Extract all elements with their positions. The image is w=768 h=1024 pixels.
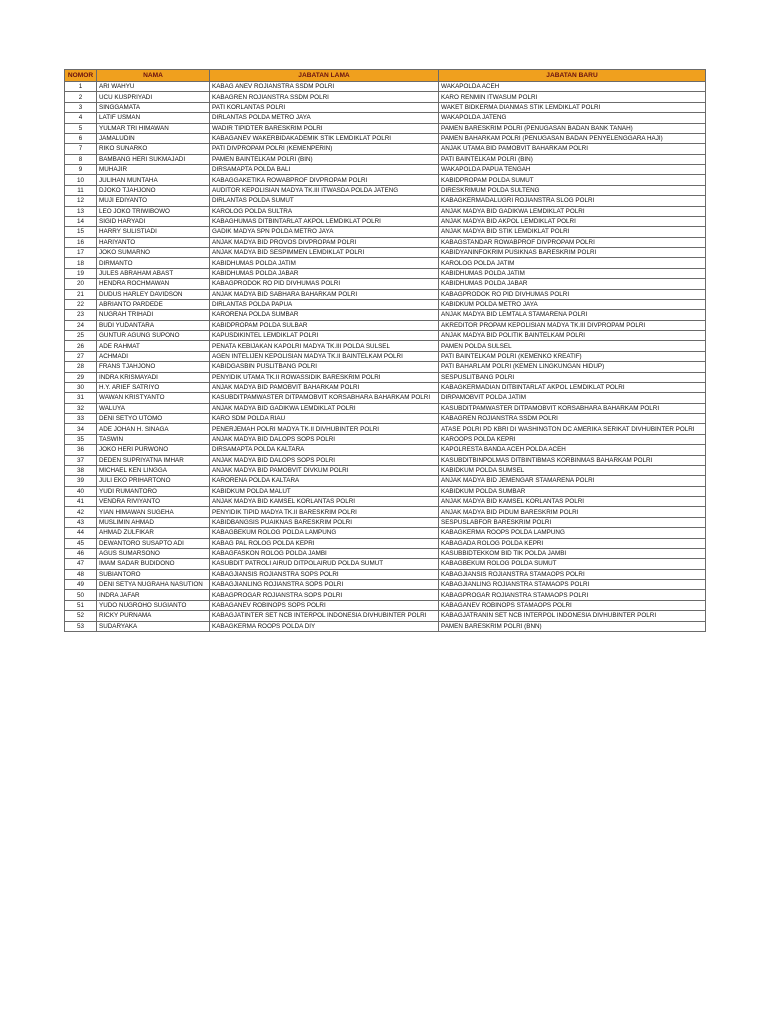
cell-nama: WALUYA: [97, 403, 210, 413]
table-row: [65, 341, 706, 351]
table-row: [65, 476, 706, 486]
cell-jabatan-baru: DIRESKRIMUM POLDA SULTENG: [439, 185, 706, 195]
table-row: [65, 580, 706, 590]
cell-nama: IMAM SADAR BUDIDONO: [97, 559, 210, 569]
cell-jabatan-lama: KARORENA POLDA KALTARA: [210, 476, 439, 486]
cell-nomor: 8: [65, 154, 97, 164]
cell-nomor: 24: [65, 320, 97, 330]
cell-jabatan-baru: KABAGPRODOK RO PID DIVHUMAS POLRI: [439, 289, 706, 299]
cell-nama: DENI SETYO UTOMO: [97, 414, 210, 424]
cell-nama: SUDARYAKA: [97, 621, 210, 631]
table-row: [65, 227, 706, 237]
cell-jabatan-lama: PATI KORLANTAS POLRI: [210, 102, 439, 112]
cell-nomor: 3: [65, 102, 97, 112]
cell-jabatan-baru: KABAGKERMADALUGRI ROJIANSTRA SLOG POLRI: [439, 196, 706, 206]
table-row: [65, 92, 706, 102]
cell-nomor: 48: [65, 569, 97, 579]
table-row: [65, 320, 706, 330]
cell-jabatan-lama: DIRLANTAS POLDA PAPUA: [210, 299, 439, 309]
cell-jabatan-lama: AUDITOR KEPOLISIAN MADYA TK.III ITWASDA POLDA JATENG: [210, 185, 439, 195]
cell-nama: DUDUS HARLEY DAVIDSON: [97, 289, 210, 299]
cell-nama: MICHAEL KEN LINGGA: [97, 465, 210, 475]
cell-jabatan-lama: KABAGPRODOK RO PID DIVHUMAS POLRI: [210, 279, 439, 289]
table-row: [65, 434, 706, 444]
cell-nama: NUGRAH TRIHADI: [97, 310, 210, 320]
cell-jabatan-lama: ANJAK MADYA BID PROVOS DIVPROPAM POLRI: [210, 237, 439, 247]
cell-nama: YULMAR TRI HIMAWAN: [97, 123, 210, 133]
cell-nomor: 30: [65, 382, 97, 392]
cell-jabatan-lama: KASUBDIT PATROLI AIRUD DITPOLAIRUD POLDA SUMUT: [210, 559, 439, 569]
cell-nama: INDRA JAFAR: [97, 590, 210, 600]
cell-nama: HARRY SULISTIADI: [97, 227, 210, 237]
cell-nama: MUSLIMIN AHMAD: [97, 517, 210, 527]
cell-nama: INDRA KRISMAYADI: [97, 372, 210, 382]
cell-nomor: 19: [65, 268, 97, 278]
table-row: [65, 590, 706, 600]
cell-nama: DJOKO TJAHJONO: [97, 185, 210, 195]
cell-jabatan-lama: KAPUSDIKINTEL LEMDIKLAT POLRI: [210, 331, 439, 341]
cell-jabatan-lama: PATI DIVPROPAM POLRI (KEMENPERIN): [210, 144, 439, 154]
cell-jabatan-lama: KAROLOG POLDA SULTRA: [210, 206, 439, 216]
table-row: [65, 393, 706, 403]
cell-nomor: 27: [65, 351, 97, 361]
cell-jabatan-lama: KABAGHUMAS DITBINTARLAT AKPOL LEMDIKLAT POLRI: [210, 216, 439, 226]
cell-nama: DIRMANTO: [97, 258, 210, 268]
cell-jabatan-lama: KABAG PAL ROLOG POLDA KEPRI: [210, 538, 439, 548]
cell-jabatan-lama: ANJAK MADYA BID DALOPS SOPS POLRI: [210, 455, 439, 465]
header-nomor: NOMOR: [65, 70, 97, 82]
cell-jabatan-lama: KABAGREN ROJIANSTRA SSDM POLRI: [210, 92, 439, 102]
cell-jabatan-baru: SESPUSLABFOR BARESKRIM POLRI: [439, 517, 706, 527]
table-row: [65, 548, 706, 558]
cell-jabatan-lama: AGEN INTELIJEN KEPOLISIAN MADYA TK.II BAINTELKAM POLRI: [210, 351, 439, 361]
cell-jabatan-lama: ANJAK MADYA BID SESPIMMEN LEMDIKLAT POLRI: [210, 248, 439, 258]
table-row: [65, 528, 706, 538]
cell-nomor: 37: [65, 455, 97, 465]
table-row: [65, 206, 706, 216]
cell-nomor: 20: [65, 279, 97, 289]
table-row: [65, 154, 706, 164]
table-row: [65, 445, 706, 455]
cell-nama: UCU KUSPRIYADI: [97, 92, 210, 102]
cell-nama: JOKO HERI PURWONO: [97, 445, 210, 455]
spreadsheet: [64, 69, 705, 632]
cell-nomor: 44: [65, 528, 97, 538]
cell-nama: BAMBANG HERI SUKMAJADI: [97, 154, 210, 164]
cell-nomor: 34: [65, 424, 97, 434]
cell-nama: AGUS SUMARSONO: [97, 548, 210, 558]
cell-nomor: 33: [65, 414, 97, 424]
cell-jabatan-lama: ANJAK MADYA BID GADIKWA LEMDIKLAT POLRI: [210, 403, 439, 413]
cell-nama: DEDEN SUPRIYATNA IMHAR: [97, 455, 210, 465]
table-row: [65, 133, 706, 143]
table-row: [65, 279, 706, 289]
cell-jabatan-baru: PAMEN POLDA SULSEL: [439, 341, 706, 351]
table-row: [65, 611, 706, 621]
cell-jabatan-baru: KABAGKERMADIAN DITBINTARLAT AKPOL LEMDIKLAT POLRI: [439, 382, 706, 392]
cell-jabatan-baru: ANJAK MADYA BID STIK LEMDIKLAT POLRI: [439, 227, 706, 237]
cell-jabatan-lama: DIRSAMAPTA POLDA KALTARA: [210, 445, 439, 455]
cell-jabatan-lama: KASUBDITPAMWASTER DITPAMOBVIT KORSABHARA BAHARKAM POLRI: [210, 393, 439, 403]
cell-nama: JULES ABRAHAM ABAST: [97, 268, 210, 278]
table-row: [65, 82, 706, 92]
cell-nomor: 1: [65, 82, 97, 92]
table-row: [65, 414, 706, 424]
cell-nama: ADE JOHAN H. SINAGA: [97, 424, 210, 434]
cell-jabatan-lama: KABIDBANGSIS PUAIKNAS BARESKRIM POLRI: [210, 517, 439, 527]
cell-jabatan-lama: PENERJEMAH POLRI MADYA TK.II DIVHUBINTER POLRI: [210, 424, 439, 434]
cell-jabatan-baru: KABIDKUM POLDA SUMBAR: [439, 486, 706, 496]
cell-nomor: 11: [65, 185, 97, 195]
cell-nama: ABRIANTO PARDEDE: [97, 299, 210, 309]
cell-jabatan-lama: PENYIDIK UTAMA TK.II ROWASSIDIK BARESKRIM POLRI: [210, 372, 439, 382]
cell-jabatan-baru: KABIDHUMAS POLDA JABAR: [439, 279, 706, 289]
cell-nomor: 31: [65, 393, 97, 403]
cell-nomor: 52: [65, 611, 97, 621]
table-row: [65, 455, 706, 465]
cell-nomor: 42: [65, 507, 97, 517]
cell-jabatan-lama: ANJAK MADYA BID DALOPS SOPS POLRI: [210, 434, 439, 444]
cell-nomor: 35: [65, 434, 97, 444]
cell-nama: HENDRA ROCHMAWAN: [97, 279, 210, 289]
table-row: [65, 310, 706, 320]
cell-jabatan-lama: DIRLANTAS POLDA METRO JAYA: [210, 113, 439, 123]
table-row: [65, 299, 706, 309]
cell-nama: SINGGAMATA: [97, 102, 210, 112]
cell-nama: FRANS TJAHJONO: [97, 362, 210, 372]
cell-jabatan-lama: ANJAK MADYA BID KAMSEL KORLANTAS POLRI: [210, 497, 439, 507]
table-row: [65, 289, 706, 299]
cell-jabatan-baru: PATI BAINTELKAM POLRI (KEMENKO KREATIF): [439, 351, 706, 361]
cell-nama: MUHAJIR: [97, 165, 210, 175]
table-row: [65, 538, 706, 548]
cell-jabatan-lama: KABAGANEV ROBINOPS SOPS POLRI: [210, 600, 439, 610]
table-row: [65, 497, 706, 507]
cell-nama: JULI EKO PRIHARTONO: [97, 476, 210, 486]
cell-nomor: 53: [65, 621, 97, 631]
cell-nomor: 13: [65, 206, 97, 216]
cell-nama: DENI SETYA NUGRAHA NASUTION: [97, 580, 210, 590]
cell-nomor: 49: [65, 580, 97, 590]
cell-jabatan-baru: KAPOLRESTA BANDA ACEH POLDA ACEH: [439, 445, 706, 455]
table-row: [65, 165, 706, 175]
table-row: [65, 621, 706, 631]
cell-nomor: 10: [65, 175, 97, 185]
cell-nama: BUDI YUDANTARA: [97, 320, 210, 330]
table-row: [65, 372, 706, 382]
cell-jabatan-baru: KABIDYANINFOKRIM PUSIKNAS BARESKRIM POLRI: [439, 248, 706, 258]
cell-jabatan-baru: KABAGJATRANIN SET NCB INTERPOL INDONESIA DIVHUBINTER POLRI: [439, 611, 706, 621]
cell-jabatan-baru: KASUBBIDTEKKOM BID TIK POLDA JAMBI: [439, 548, 706, 558]
cell-nama: H.Y. ARIEF SATRIYO: [97, 382, 210, 392]
cell-jabatan-baru: KABAGANEV ROBINOPS STAMAOPS POLRI: [439, 600, 706, 610]
cell-jabatan-lama: KABAGBEKUM ROLOG POLDA LAMPUNG: [210, 528, 439, 538]
cell-jabatan-lama: KABIDGASBIN PUSLITBANG POLRI: [210, 362, 439, 372]
table-row: [65, 517, 706, 527]
cell-jabatan-lama: KABAGKERMA ROOPS POLDA DIY: [210, 621, 439, 631]
cell-jabatan-baru: KABIDKUM POLDA METRO JAYA: [439, 299, 706, 309]
cell-jabatan-baru: KASUBDITPAMWASTER DITPAMOBVIT KORSABHARA BAHARKAM POLRI: [439, 403, 706, 413]
cell-nomor: 41: [65, 497, 97, 507]
table-row: [65, 185, 706, 195]
cell-jabatan-lama: ANJAK MADYA BID PAMOBVIT BAHARKAM POLRI: [210, 382, 439, 392]
cell-nomor: 43: [65, 517, 97, 527]
cell-nomor: 47: [65, 559, 97, 569]
table-row: [65, 196, 706, 206]
cell-jabatan-baru: ANJAK MADYA BID AKPOL LEMDIKLAT POLRI: [439, 216, 706, 226]
cell-nomor: 25: [65, 331, 97, 341]
table-row: [65, 216, 706, 226]
cell-jabatan-lama: KABAGANEV WAKERBIDAKADEMIK STIK LEMDIKLAT POLRI: [210, 133, 439, 143]
cell-nomor: 6: [65, 133, 97, 143]
cell-jabatan-baru: ANJAK MADYA BID KAMSEL KORLANTAS POLRI: [439, 497, 706, 507]
header-jabatan-baru: JABATAN BARU: [439, 70, 706, 82]
cell-nama: WAWAN KRISTYANTO: [97, 393, 210, 403]
cell-nama: AHMAD ZULFIKAR: [97, 528, 210, 538]
cell-jabatan-baru: PAMEN BARESKRIM POLRI (BNN): [439, 621, 706, 631]
cell-nama: JOKO SUMARNO: [97, 248, 210, 258]
cell-jabatan-baru: KABAGADA ROLOG POLDA KEPRI: [439, 538, 706, 548]
cell-nama: YUDO NUGROHO SUGIANTO: [97, 600, 210, 610]
cell-nama: LEO JOKO TRIWIBOWO: [97, 206, 210, 216]
table-row: [65, 424, 706, 434]
cell-nomor: 14: [65, 216, 97, 226]
table-row: [65, 248, 706, 258]
cell-nomor: 5: [65, 123, 97, 133]
cell-jabatan-baru: PATI BAHARLAM POLRI (KEMEN LINGKUNGAN HIDUP): [439, 362, 706, 372]
cell-nomor: 4: [65, 113, 97, 123]
cell-nama: JAMALUDIN: [97, 133, 210, 143]
table-row: [65, 465, 706, 475]
cell-jabatan-lama: KABIDHUMAS POLDA JABAR: [210, 268, 439, 278]
cell-nomor: 18: [65, 258, 97, 268]
table-row: [65, 144, 706, 154]
cell-jabatan-lama: ANJAK MADYA BID PAMOBVIT DIVKUM POLRI: [210, 465, 439, 475]
table-row: [65, 351, 706, 361]
cell-jabatan-baru: PATI BAINTELKAM POLRI (BIN): [439, 154, 706, 164]
cell-jabatan-baru: KABAGREN ROJIANSTRA SSDM POLRI: [439, 414, 706, 424]
cell-nama: SIGID HARYADI: [97, 216, 210, 226]
cell-jabatan-lama: GADIK MADYA SPN POLDA METRO JAYA: [210, 227, 439, 237]
cell-nama: TASWIN: [97, 434, 210, 444]
cell-jabatan-lama: PAMEN BAINTELKAM POLRI (BIN): [210, 154, 439, 164]
cell-nama: ACHMADI: [97, 351, 210, 361]
cell-nomor: 9: [65, 165, 97, 175]
cell-jabatan-lama: KARORENA POLDA SUMBAR: [210, 310, 439, 320]
cell-jabatan-baru: KABIDHUMAS POLDA JATIM: [439, 268, 706, 278]
cell-jabatan-baru: KABAGKERMA ROOPS POLDA LAMPUNG: [439, 528, 706, 538]
cell-jabatan-baru: KASUBDITBINPOLMAS DITBINTIBMAS KORBINMAS BAHARKAM POLRI: [439, 455, 706, 465]
cell-jabatan-baru: KAROLOG POLDA JATIM: [439, 258, 706, 268]
cell-jabatan-lama: KABIDPROPAM POLDA SULBAR: [210, 320, 439, 330]
cell-nomor: 17: [65, 248, 97, 258]
cell-jabatan-lama: KABIDKUM POLDA MALUT: [210, 486, 439, 496]
cell-jabatan-baru: ANJAK MADYA BID POLITIK BAINTELKAM POLRI: [439, 331, 706, 341]
cell-jabatan-baru: ANJAK UTAMA BID PAMOBVIT BAHARKAM POLRI: [439, 144, 706, 154]
cell-jabatan-baru: PAMEN BAHARKAM POLRI (PENUGASAN BADAN PENYELENGGARA HAJI): [439, 133, 706, 143]
cell-nomor: 12: [65, 196, 97, 206]
table-row: [65, 102, 706, 112]
cell-jabatan-lama: ANJAK MADYA BID SABHARA BAHARKAM POLRI: [210, 289, 439, 299]
table-row: [65, 362, 706, 372]
table-row: [65, 258, 706, 268]
cell-jabatan-baru: ANJAK MADYA BID GADIKWA LEMDIKLAT POLRI: [439, 206, 706, 216]
cell-nama: HARIYANTO: [97, 237, 210, 247]
cell-jabatan-lama: DIRLANTAS POLDA SUMUT: [210, 196, 439, 206]
cell-jabatan-baru: KABAGJIANSIS ROJIANSTRA STAMAOPS POLRI: [439, 569, 706, 579]
cell-jabatan-baru: KABIDPROPAM POLDA SUMUT: [439, 175, 706, 185]
cell-jabatan-lama: DIRSAMAPTA POLDA BALI: [210, 165, 439, 175]
cell-jabatan-baru: ATASE POLRI PD KBRI DI WASHINGTON DC AMERIKA SERIKAT DIVHUBINTER POLRI: [439, 424, 706, 434]
cell-nomor: 2: [65, 92, 97, 102]
cell-jabatan-lama: PENYIDIK TIPID MADYA TK.II BARESKRIM POLRI: [210, 507, 439, 517]
cell-nomor: 45: [65, 538, 97, 548]
cell-nomor: 38: [65, 465, 97, 475]
cell-jabatan-lama: KABAGJIANLING ROJIANSTRA SOPS POLRI: [210, 580, 439, 590]
cell-jabatan-baru: WAKAPOLDA JATENG: [439, 113, 706, 123]
cell-nomor: 40: [65, 486, 97, 496]
cell-jabatan-baru: KABAGJIANLING ROJIANSTRA STAMAOPS POLRI: [439, 580, 706, 590]
table-row: [65, 486, 706, 496]
table-row: [65, 123, 706, 133]
cell-nama: RIKO SUNARKO: [97, 144, 210, 154]
cell-nomor: 16: [65, 237, 97, 247]
cell-jabatan-lama: KABAGJATINTER SET NCB INTERPOL INDONESIA DIVHUBINTER POLRI: [210, 611, 439, 621]
table-row: [65, 237, 706, 247]
cell-jabatan-baru: KABIDKUM POLDA SUMSEL: [439, 465, 706, 475]
table-row: [65, 559, 706, 569]
header-nama: NAMA: [97, 70, 210, 82]
table-row: [65, 175, 706, 185]
cell-nomor: 21: [65, 289, 97, 299]
cell-jabatan-lama: KABAGJIANSIS ROJIANSTRA SOPS POLRI: [210, 569, 439, 579]
cell-nama: ADE RAHMAT: [97, 341, 210, 351]
cell-nama: JULIHAN MUNTAHA: [97, 175, 210, 185]
cell-jabatan-baru: ANJAK MADYA BID JEMENGAR STAMARENA POLRI: [439, 476, 706, 486]
cell-nama: DEWANTORO SUSAPTO ADI: [97, 538, 210, 548]
cell-jabatan-lama: KARO SDM POLDA RIAU: [210, 414, 439, 424]
cell-nomor: 26: [65, 341, 97, 351]
mutation-table: [64, 69, 706, 632]
cell-nama: VENDRA RIVIYANTO: [97, 497, 210, 507]
table-row: [65, 507, 706, 517]
cell-nama: RICKY PURNAMA: [97, 611, 210, 621]
cell-nomor: 7: [65, 144, 97, 154]
table-row: [65, 569, 706, 579]
cell-jabatan-baru: KAROOPS POLDA KEPRI: [439, 434, 706, 444]
cell-nama: ARI WAHYU: [97, 82, 210, 92]
cell-nomor: 50: [65, 590, 97, 600]
table-row: [65, 382, 706, 392]
cell-nomor: 39: [65, 476, 97, 486]
cell-nama: GUNTUR AGUNG SUPONO: [97, 331, 210, 341]
table-row: [65, 403, 706, 413]
cell-jabatan-baru: WAKET BIDKERMA DIANMAS STIK LEMDIKLAT POLRI: [439, 102, 706, 112]
cell-jabatan-lama: WADIR TIPIDTER BARESKRIM POLRI: [210, 123, 439, 133]
cell-jabatan-lama: KABAGFASKON ROLOG POLDA JAMBI: [210, 548, 439, 558]
cell-nomor: 22: [65, 299, 97, 309]
cell-nomor: 29: [65, 372, 97, 382]
cell-jabatan-lama: KABAGPROGAR ROJIANSTRA SOPS POLRI: [210, 590, 439, 600]
cell-jabatan-baru: DIRPAMOBVIT POLDA JATIM: [439, 393, 706, 403]
cell-nomor: 15: [65, 227, 97, 237]
cell-jabatan-lama: KABAGGAKETIKA ROWABPROF DIVPROPAM POLRI: [210, 175, 439, 185]
cell-jabatan-baru: KABAGPROGAR ROJIANSTRA STAMAOPS POLRI: [439, 590, 706, 600]
cell-nama: LATIF USMAN: [97, 113, 210, 123]
cell-nomor: 46: [65, 548, 97, 558]
cell-jabatan-baru: KABAGBEKUM ROLOG POLDA SUMUT: [439, 559, 706, 569]
cell-jabatan-lama: KABAG ANEV ROJIANSTRA SSDM POLRI: [210, 82, 439, 92]
cell-nomor: 28: [65, 362, 97, 372]
cell-nama: YUDI RUMANTORO: [97, 486, 210, 496]
cell-nomor: 51: [65, 600, 97, 610]
cell-jabatan-baru: KABAGSTANDAR ROWABPROF DIVPROPAM POLRI: [439, 237, 706, 247]
table-row: [65, 268, 706, 278]
cell-jabatan-baru: ANJAK MADYA BID PIDUM BARESKRIM POLRI: [439, 507, 706, 517]
table-row: [65, 331, 706, 341]
table-row: [65, 600, 706, 610]
cell-nama: SUBIANTORO: [97, 569, 210, 579]
cell-jabatan-lama: PENATA KEBIJAKAN KAPOLRI MADYA TK.III POLDA SULSEL: [210, 341, 439, 351]
cell-jabatan-baru: WAKAPOLDA ACEH: [439, 82, 706, 92]
cell-jabatan-baru: SESPUSLITBANG POLRI: [439, 372, 706, 382]
cell-jabatan-baru: PAMEN BARESKRIM POLRI (PENUGASAN BADAN BANK TANAH): [439, 123, 706, 133]
cell-nomor: 36: [65, 445, 97, 455]
cell-jabatan-baru: AKREDITOR PROPAM KEPOLISIAN MADYA TK.III DIVPROPAM POLRI: [439, 320, 706, 330]
cell-jabatan-baru: WAKAPOLDA PAPUA TENGAH: [439, 165, 706, 175]
header-row: [65, 70, 706, 82]
cell-jabatan-baru: KARO RENMIN ITWASUM POLRI: [439, 92, 706, 102]
table-row: [65, 113, 706, 123]
cell-jabatan-lama: KABIDHUMAS POLDA JATIM: [210, 258, 439, 268]
header-jabatan-lama: JABATAN LAMA: [210, 70, 439, 82]
cell-jabatan-baru: ANJAK MADYA BID LEMTALA STAMARENA POLRI: [439, 310, 706, 320]
cell-nomor: 23: [65, 310, 97, 320]
cell-nama: MUJI EDIYANTO: [97, 196, 210, 206]
cell-nama: YIAN HIMAWAN SUGEHA: [97, 507, 210, 517]
cell-nomor: 32: [65, 403, 97, 413]
